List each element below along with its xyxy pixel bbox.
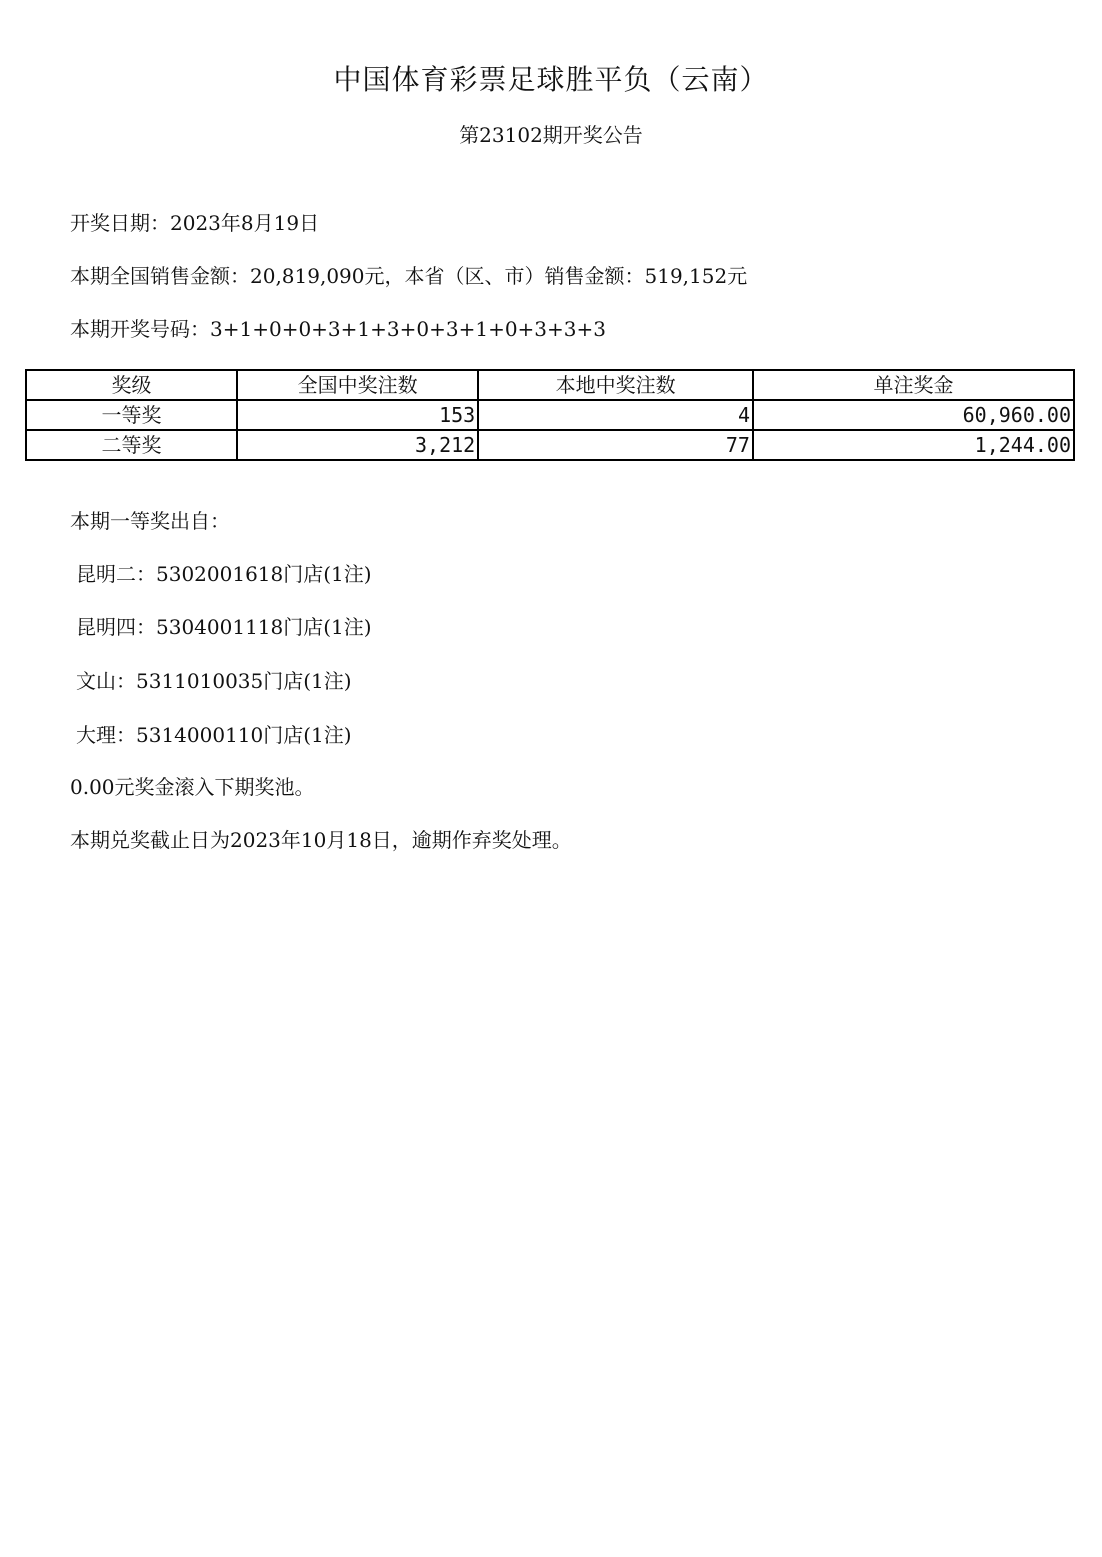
draw-date: 开奖日期：2023年8月19日 — [70, 211, 320, 235]
table-row — [26, 430, 1074, 460]
prize-level-cell: 二等奖 — [26, 430, 237, 460]
issue-subtitle: 第23102期开奖公告 — [459, 123, 643, 147]
national-winners-cell: 3,212 — [237, 430, 478, 460]
winning-numbers: 本期开奖号码：3+1+0+0+3+1+3+0+3+1+0+3+3+3 — [70, 317, 606, 341]
local-winners-cell: 77 — [478, 430, 753, 460]
announcement-title: 中国体育彩票足球胜平负（云南） — [333, 63, 769, 96]
shop-entry: 昆明二：5302001618门店(1注) — [76, 562, 372, 586]
prize-amount-cell: 1,244.00 — [753, 430, 1074, 460]
local-winners-cell: 4 — [478, 400, 753, 430]
table-row — [26, 400, 1074, 430]
shop-entry: 昆明四：5304001118门店(1注) — [76, 615, 372, 639]
national-winners-cell: 153 — [237, 400, 478, 430]
header-prize-amount: 单注奖金 — [753, 370, 1074, 400]
header-national-winners: 全国中奖注数 — [237, 370, 478, 400]
table-header-row — [26, 370, 1074, 400]
first-prize-origin-label: 本期一等奖出自： — [70, 509, 230, 533]
header-prize-level: 奖级 — [26, 370, 237, 400]
claim-deadline-note: 本期兑奖截止日为2023年10月18日，逾期作弃奖处理。 — [70, 828, 572, 852]
header-local-winners: 本地中奖注数 — [478, 370, 753, 400]
shop-entry: 文山：5311010035门店(1注) — [76, 669, 352, 693]
prize-table — [25, 369, 1075, 461]
shop-entry: 大理：5314000110门店(1注) — [76, 723, 352, 747]
prize-amount-cell: 60,960.00 — [753, 400, 1074, 430]
sales-amount: 本期全国销售金额：20,819,090元，本省（区、市）销售金额：519,152元 — [70, 264, 748, 288]
rollover-note: 0.00元奖金滚入下期奖池。 — [70, 775, 315, 799]
prize-level-cell: 一等奖 — [26, 400, 237, 430]
